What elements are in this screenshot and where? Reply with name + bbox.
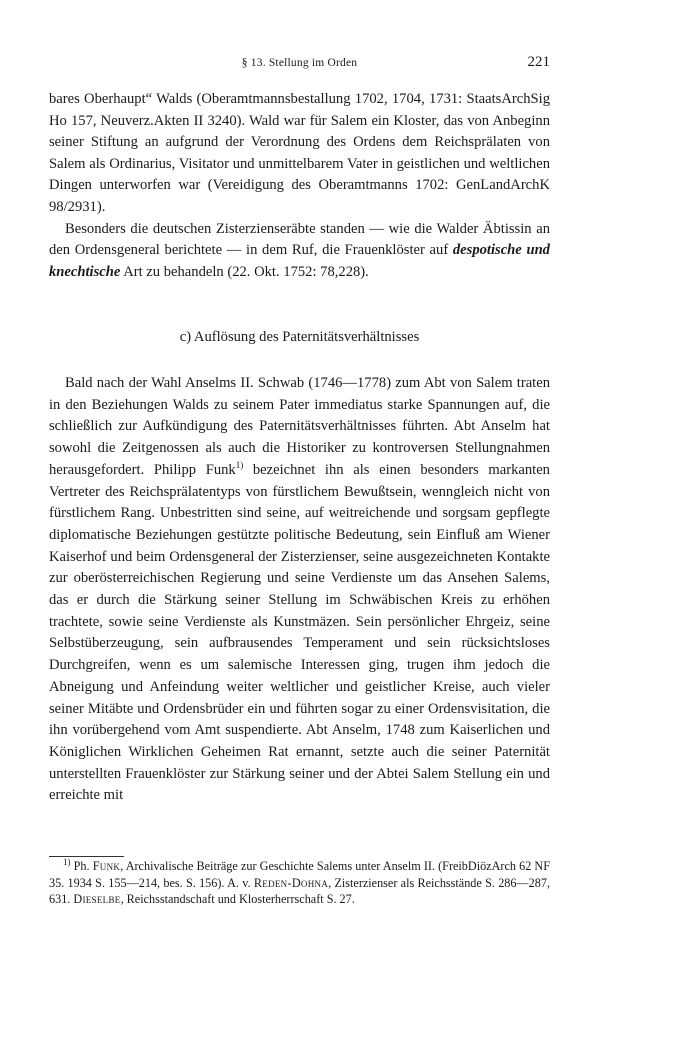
footnote-reference[interactable]: 1) — [235, 459, 244, 470]
paragraph-1: bares Oberhaupt“ Walds (Oberamtmannsbestallung 1702, 1704, 1731: StaatsArchSig Ho 157, Neuverz.Akten II 3240). Wald war für Salem ein Kloster, das von Anbeginn seiner Stiftung an aufgrund der Verordnung des Ordens dem Reichsprälaten von Salem als Ordinarius, Visitator und unmittelbarem Vater in geistlichen und weltlichen Dingen unterworfen war (Vereidigung des Oberamtmanns 1702: GenLandArchK 98/2931). — [49, 91, 550, 215]
footnote-text-4: , Reichsstandschaft und Klosterherrschaft S. 27. — [120, 892, 355, 907]
footnote-text-1: Ph. — [70, 859, 93, 873]
footnote-author-reden-dohna: Reden-Dohna — [253, 875, 329, 890]
footnote-author-dieselbe: Dieselbe — [73, 892, 121, 907]
body-text-top — [49, 89, 550, 283]
page-number: 221 — [527, 54, 550, 70]
section-heading: c) Auflösung des Paternitätsverhältnisses — [179, 329, 420, 345]
body-text-main — [49, 373, 550, 807]
footnote-text-2: , Archivalische Beiträge zur Geschichte Salems unter Anselm II. (FreibDiözArch 62 NF 35. 1934 S. 155—214, bes. S. 156). A. v. — [49, 859, 551, 890]
paragraph-3-part-1: Bald nach der Wahl Anselms II. Schwab (1746—1778) zum Abt von Salem traten in den Beziehungen Walds zu seinem Pater immediatus starke Spannungen auf, die schließlich zur Aufkündigung des Paternitätsverhältnisses führten. Abt Anselm hat sowohl die Zeitgenossen als auch die Historiker zu kontroversen Stellungnahmen herausgefordert. Philipp Funk — [49, 375, 550, 478]
footnote-author-funk: Funk — [92, 859, 121, 873]
footnote-marker: 1) — [63, 856, 71, 867]
paragraph-2-text-after: Art zu behandeln (22. Okt. 1752: 78,228). — [120, 263, 369, 280]
paragraph-3 — [49, 373, 550, 807]
footnote-1 — [49, 858, 550, 908]
paragraph-2 — [49, 219, 550, 284]
running-title: § 13. Stellung im Orden — [241, 57, 358, 69]
book-page — [49, 0, 550, 1044]
paragraph-3-part-2: bezeichnet ihn als einen besonders markanten Vertreter des Reichsprälatentyps von fürstlichem Bewußtsein, wenngleich nicht von fürstlichem Rang. Unbestritten sind seine, auf weitreichende und sorgsam gepflegte diplomatische Beziehungen gestützte politische Bedeutung, sein Einfluß am Wiener Kaiserhof und beim Ordensgeneral der Zisterzienser, seine ausgezeichneten Kontakte zur oberösterreichischen Regierung und seine Verdienste um das Ansehen Salems, das er durch die Stärkung seiner Stellung im Schwäbischen Kreis zu erhöhen trachtete, sowie seine Verdienste als Kunstmäzen. Sein persönlicher Ehrgeiz, seine Selbstüberzeugung, sein aufbrausendes Temperament und sein rücksichtsloses Durchgreifen, wenn es um salemische Interessen ging, trugen ihm jedoch die Abneigung und Anfeindung weiter weltlicher und geistlicher Kreise, auch vieler seiner Mitäbte und Ordensbrüder ein und führten sogar zu einer Ordensvisitation, die ihn vorübergehend vom Amt suspendierte. Abt Anselm, 1748 zum Kaiserlichen und Königlichen Wirklichen Geheimen Rat ernannt, setzte auch die seiner Paternität unterstellten Frauenklöster zur Stärkung seiner und der Abtei Salem Stellung ein und erreichte mit — [49, 461, 550, 804]
paragraph-2-text-before: Besonders die deutschen Zisterzienseräbte standen — wie die Walder Äbtissin an den Ordensgeneral berichtete — in dem Ruf, die Frauenklöster auf — [49, 220, 550, 259]
footnote-divider — [49, 856, 124, 857]
emphasized-phrase: despotische und knechtische — [49, 242, 550, 280]
footnotes — [49, 858, 550, 908]
footnote-text-3: , Zisterzienser als Reichsstände S. 286—287, 631. — [49, 875, 551, 907]
running-header — [49, 54, 550, 74]
